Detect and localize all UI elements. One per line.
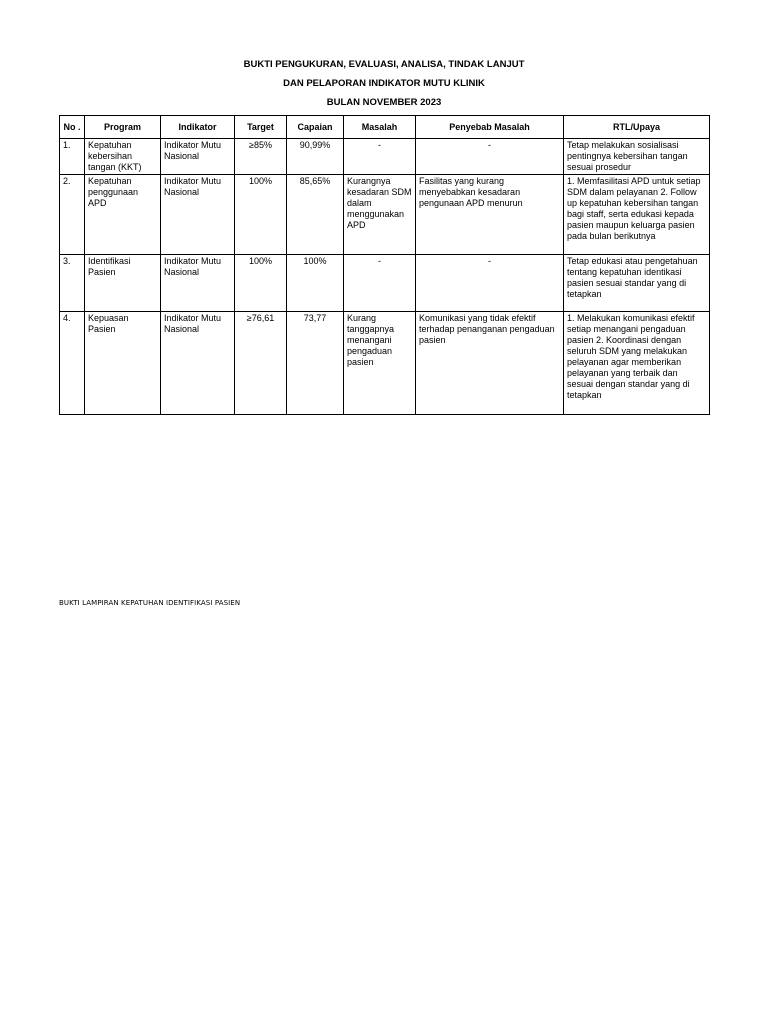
header-no: No . (60, 116, 85, 139)
cell-no: 1. (60, 139, 85, 175)
cell-target: 100% (235, 175, 287, 255)
cell-indikator: Indikator Mutu Nasional (161, 312, 235, 415)
cell-target: ≥76,61 (235, 312, 287, 415)
cell-target: ≥85% (235, 139, 287, 175)
cell-rtl: Tetap edukasi atau pengetahuan tentang kepatuhan identikasi pasien sesuai standar yang di tetapkan (564, 255, 710, 312)
table-row (60, 255, 710, 312)
cell-penyebab: Fasilitas yang kurang menyebabkan kesadaran pengunaan APD menurun (416, 175, 564, 255)
cell-masalah: - (344, 139, 416, 175)
header-penyebab: Penyebab Masalah (416, 116, 564, 139)
cell-program: Kepatuhan kebersihan tangan (KKT) (85, 139, 161, 175)
cell-masalah: Kurangnya kesadaran SDM dalam menggunakan APD (344, 175, 416, 255)
cell-capaian: 85,65% (287, 175, 344, 255)
cell-indikator: Indikator Mutu Nasional (161, 139, 235, 175)
header-indikator: Indikator (161, 116, 235, 139)
cell-penyebab: - (416, 255, 564, 312)
document-title: BUKTI PENGUKURAN, EVALUASI, ANALISA, TINDAK LANJUT (243, 59, 525, 70)
cell-indikator: Indikator Mutu Nasional (161, 175, 235, 255)
cell-program: Kepuasan Pasien (85, 312, 161, 415)
table-row (60, 139, 710, 175)
document-subtitle: DAN PELAPORAN INDIKATOR MUTU KLINIK (283, 78, 485, 89)
cell-masalah: - (344, 255, 416, 312)
cell-penyebab: - (416, 139, 564, 175)
cell-capaian: 100% (287, 255, 344, 312)
document-period: BULAN NOVEMBER 2023 (326, 97, 442, 108)
header-masalah: Masalah (344, 116, 416, 139)
attachment-caption: BUKTI LAMPIRAN KEPATUHAN IDENTIFIKASI PASIEN (59, 599, 241, 607)
indicator-table (59, 115, 710, 415)
header-target: Target (235, 116, 287, 139)
cell-rtl: 1. Memfasilitasi APD untuk setiap SDM dalam pelayanan 2. Follow up kepatuhan kebersihan tangan bagi staff, serta edukasi kepada pasien maupun keluarga pasien pada bulan berikutnya (564, 175, 710, 255)
cell-program: Kepatuhan penggunaan APD (85, 175, 161, 255)
cell-capaian: 90,99% (287, 139, 344, 175)
header-rtl: RTL/Upaya (564, 116, 710, 139)
cell-penyebab: Komunikasi yang tidak efektif terhadap penanganan pengaduan pasien (416, 312, 564, 415)
cell-no: 4. (60, 312, 85, 415)
cell-no: 3. (60, 255, 85, 312)
cell-rtl: Tetap melakukan sosialisasi pentingnya kebersihan tangan sesuai prosedur (564, 139, 710, 175)
cell-no: 2. (60, 175, 85, 255)
header-program: Program (85, 116, 161, 139)
table-header-row (60, 116, 710, 139)
table-row (60, 175, 710, 255)
cell-masalah: Kurang tanggapnya menangani pengaduan pasien (344, 312, 416, 415)
cell-indikator: Indikator Mutu Nasional (161, 255, 235, 312)
cell-capaian: 73,77 (287, 312, 344, 415)
table-row (60, 312, 710, 415)
cell-rtl: 1. Melakukan komunikasi efektif setiap menangani pengaduan pasien 2. Koordinasi dengan seluruh SDM yang melakukan pelayanan agar memberikan pelayanan yang terbaik dan sesuai dengan standar yang di tetapkan (564, 312, 710, 415)
cell-target: 100% (235, 255, 287, 312)
header-capaian: Capaian (287, 116, 344, 139)
cell-program: Identifikasi Pasien (85, 255, 161, 312)
